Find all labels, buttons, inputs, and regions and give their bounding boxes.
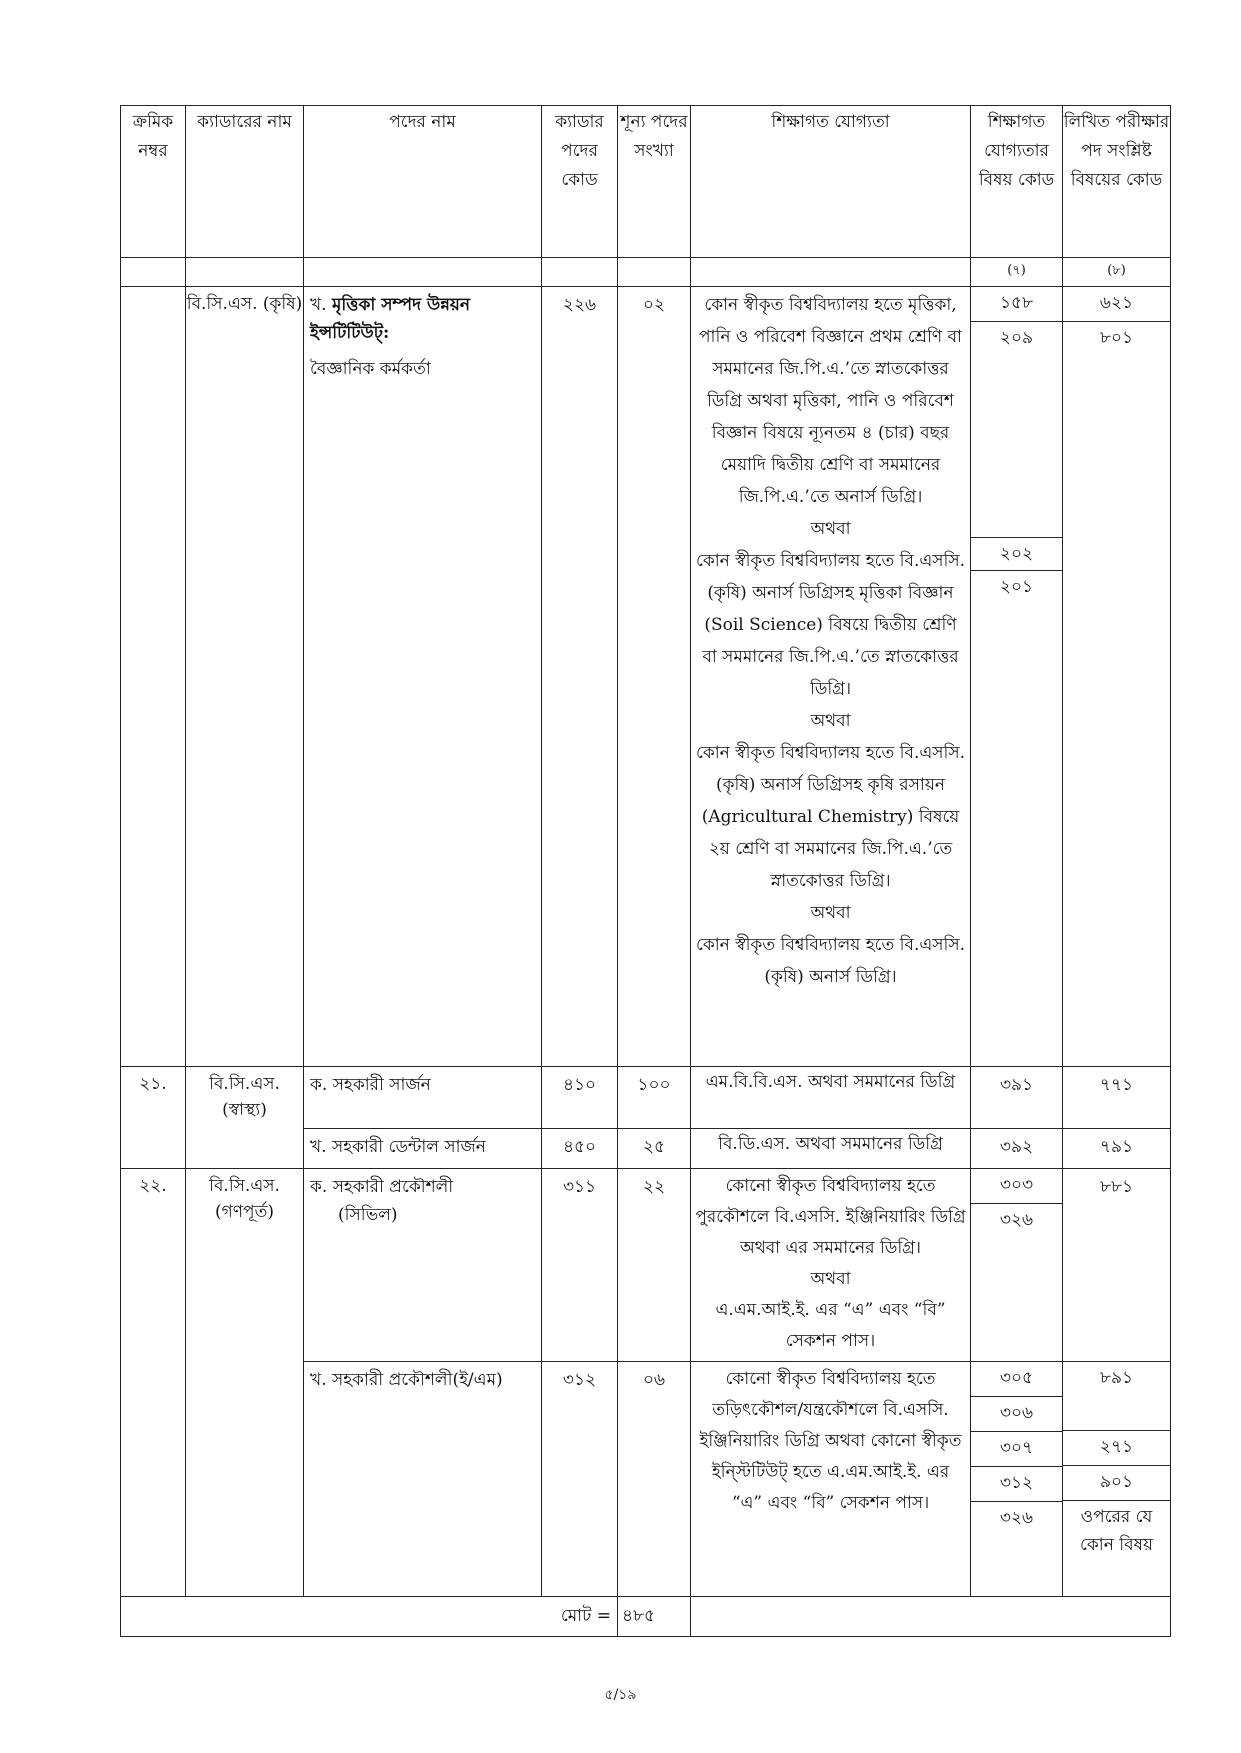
header-vacancy: শূন্য পদের সংখ্যা — [618, 106, 691, 258]
post-name: খ. সহকারী ডেন্টাল সার্জন — [304, 1129, 542, 1169]
header-post-name: পদের নাম — [304, 106, 542, 258]
qualification: কোনো স্বীকৃত বিশ্ববিদ্যালয় হতে তড়িৎকৌশল/যন্ত্রকৌশলে বি.এসসি. ইঞ্জিনিয়ারিং ডিগ্রি অথবা কোনো স্বীকৃত ইন্স্টিটিউট্ হতে এ.এম.আই.ই. এর “এ” এবং “বি” সেকশন পাস। — [691, 1362, 971, 1597]
qual-subject-code: ১৫৮ — [971, 287, 1062, 322]
vacancy-count: ২৫ — [618, 1129, 691, 1169]
written-subject-code: ৮০১ — [1099, 328, 1134, 348]
qualification-option: কোন স্বীকৃত বিশ্ববিদ্যালয় হতে বি.এসসি. (কৃষি) অনার্স ডিগ্রিসহ কৃষি রসায়ন (Agricultural Chemistry) বিষয়ে ২য় শ্রেণি বা সমমানের জি.পি.এ.’তে স্নাতকোত্তর ডিগ্রি। — [695, 743, 966, 891]
total-value: ৪৮৫ — [618, 1597, 691, 1637]
cadre-post-code: ৩১২ — [542, 1362, 618, 1597]
written-subject-codes — [1063, 287, 1171, 1067]
vacancy-count: ০৬ — [618, 1362, 691, 1597]
qual-subject-code: ৩১২ — [971, 1467, 1062, 1502]
vacancy-count: ২২ — [618, 1169, 691, 1362]
qual-subject-codes — [971, 1169, 1063, 1362]
post-name: ক. সহকারী সার্জন — [304, 1067, 542, 1129]
qualification-option: কোন স্বীকৃত বিশ্ববিদ্যালয় হতে বি.এসসি. (কৃষি) অনার্স ডিগ্রি। — [695, 935, 966, 987]
qual-subject-code: ২০৯ — [971, 322, 1062, 538]
table-row-soil — [121, 287, 1171, 1067]
vacancy-count: ১০০ — [618, 1067, 691, 1129]
post-officer: বৈজ্ঞানিক কর্মকর্তা — [310, 359, 431, 379]
cadre-name: বি.সি.এস. (গণপূর্ত) — [186, 1169, 304, 1597]
qualification-option: কোনো স্বীকৃত বিশ্ববিদ্যালয় হতে পুরকৌশলে বি.এসসি. ইঞ্জিনিয়ারিং ডিগ্রি অথবা এর সমমানের ডিগ্রি। — [695, 1176, 966, 1258]
qualification-option: এ.এম.আই.ই. এর “এ” এবং “বি” সেকশন পাস। — [715, 1300, 946, 1351]
cadre-name: বি.সি.এস. (কৃষি) — [186, 287, 304, 1067]
written-subject-code: ৮৮১ — [1063, 1169, 1171, 1362]
qualification: বি.ডি.এস. অথবা সমমানের ডিগ্রি — [691, 1129, 971, 1169]
post-prefix: খ. — [310, 295, 327, 315]
written-subject-code: ৬২১ — [1063, 287, 1170, 322]
qual-subject-code: ৩০৭ — [971, 1432, 1062, 1467]
or-separator: অথবা — [810, 711, 851, 731]
written-subject-code: ওপরের যে কোন বিষয় — [1080, 1507, 1153, 1555]
cadre-post-code: ৪১০ — [542, 1067, 618, 1129]
cadre-post-code: ৪৫০ — [542, 1129, 618, 1169]
written-subject-code: ৮৯১ — [1063, 1362, 1170, 1431]
header-serial: ক্রমিক নম্বর — [121, 106, 186, 258]
header-written-subject-code: লিখিত পরীক্ষার পদ সংশ্লিষ্ট বিষয়ের কোড — [1063, 106, 1171, 258]
written-subject-code: ৯০১ — [1063, 1466, 1170, 1501]
written-subject-code: ৭৯১ — [1063, 1129, 1171, 1169]
written-subject-code: ২৭১ — [1063, 1431, 1170, 1466]
qualification — [691, 1169, 971, 1362]
column-number-row — [121, 258, 1171, 287]
cadre-post-code: ২২৬ — [542, 287, 618, 1067]
serial-number: ২১. — [121, 1067, 186, 1169]
qual-subject-code: ২০২ — [971, 538, 1062, 571]
or-separator: অথবা — [810, 903, 851, 923]
qual-subject-code: ৩০৩ — [971, 1169, 1062, 1204]
qual-subject-code: ২০১ — [999, 577, 1034, 597]
cadre-name: বি.সি.এস. (স্বাস্থ্য) — [186, 1067, 304, 1169]
header-row — [121, 106, 1171, 258]
post-name — [304, 287, 542, 1067]
qual-subject-codes — [971, 287, 1063, 1067]
total-label: মোট = — [121, 1597, 618, 1637]
table-row-21a — [121, 1067, 1171, 1129]
total-row — [121, 1597, 1171, 1637]
qualification-option: কোন স্বীকৃত বিশ্ববিদ্যালয় হতে বি.এসসি. (কৃষি) অনার্স ডিগ্রিসহ মৃত্তিকা বিজ্ঞান (Soil Science) বিষয়ে দ্বিতীয় শ্রেণি বা সমমানের জি.পি.এ.’তে স্নাতকোত্তর ডিগ্রি। — [695, 551, 966, 699]
qual-subject-code: ৩৯২ — [971, 1129, 1063, 1169]
or-separator: অথবা — [810, 1269, 851, 1289]
vacancy-count: ০২ — [618, 287, 691, 1067]
qual-subject-code: ৩২৬ — [999, 1210, 1034, 1230]
qualification: এম.বি.বি.এস. অথবা সমমানের ডিগ্রি — [691, 1067, 971, 1129]
qual-subject-code: ৩০৬ — [971, 1397, 1062, 1432]
post-name-line: (সিভিল) — [338, 1205, 398, 1225]
post-name — [304, 1169, 542, 1362]
header-cadre-name: ক্যাডারের নাম — [186, 106, 304, 258]
serial-number: ২২. — [121, 1169, 186, 1597]
header-qual-subject-code: শিক্ষাগত যোগ্যতার বিষয় কোড — [971, 106, 1063, 258]
written-subject-codes — [1063, 1362, 1171, 1597]
qual-subject-code: ৩০৫ — [971, 1362, 1062, 1397]
cadre-post-code: ৩১১ — [542, 1169, 618, 1362]
post-name-line: ক. সহকারী প্রকৌশলী — [310, 1177, 454, 1197]
qualification-option: কোন স্বীকৃত বিশ্ববিদ্যালয় হতে মৃত্তিকা, পানি ও পরিবেশ বিজ্ঞানে প্রথম শ্রেণি বা সমমানের জি.পি.এ.’তে স্নাতকোত্তর ডিগ্রি অথবা মৃত্তিকা, পানি ও পরিবেশ বিজ্ঞান বিষয়ে ন্যূনতম ৪ (চার) বছর মেয়াদি দ্বিতীয় শ্রেণি বা সমমানের জি.পি.এ.’তে অনার্স ডিগ্রি। — [699, 295, 962, 507]
written-subject-code: ৭৭১ — [1063, 1067, 1171, 1129]
post-title: মৃত্তিকা সম্পদ উন্নয়ন ইন্সটিটিউট্: — [310, 295, 471, 343]
page-number: ৫/১৯ — [604, 1687, 637, 1703]
table-row-22a — [121, 1169, 1171, 1362]
vacancy-table — [120, 105, 1171, 1637]
qualification — [691, 287, 971, 1067]
qual-subject-codes — [971, 1362, 1063, 1597]
header-qualification: শিক্ষাগত যোগ্যতা — [691, 106, 971, 258]
post-name: খ. সহকারী প্রকৌশলী(ই/এম) — [304, 1362, 542, 1597]
header-cadre-post-code: ক্যাডার পদের কোড — [542, 106, 618, 258]
qual-subject-code: ৩২৬ — [999, 1508, 1034, 1528]
qual-subject-code: ৩৯১ — [971, 1067, 1063, 1129]
column-number-8: (৮) — [1063, 258, 1171, 287]
or-separator: অথবা — [810, 519, 851, 539]
column-number-7: (৭) — [971, 258, 1063, 287]
